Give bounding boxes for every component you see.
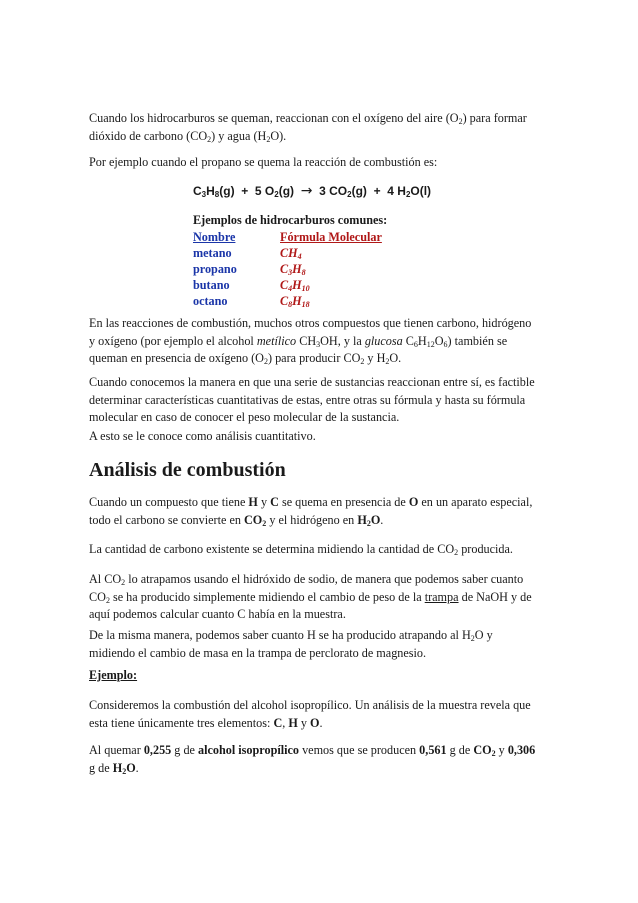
row-name: butano [193, 278, 230, 292]
hydrocarbon-table [191, 229, 384, 309]
example-label: Ejemplo: [89, 668, 138, 682]
row-formula: $C_3H_8$ [280, 262, 306, 277]
row-name: metano [193, 246, 232, 260]
combustion-equation: $C_3H_8(g) + 5$ $O_2(g) \to 3$ $CO_2(g) + 4$ $H_2O(l)$ [193, 183, 432, 199]
paragraph-isopropyl: Consideremos la combustión del alcohol isopropílico. Un análisis de la muestra revela que esta tiene únicamente tres elementos: C, H y O. [89, 698, 531, 730]
table-row [191, 245, 384, 261]
paragraph-carbon: La cantidad de carbono existente se determina midiendo la cantidad de $CO_2$ producida. [89, 542, 513, 557]
paragraph-hydrogen: De la misma manera, podemos saber cuanto H se ha producido atrapando al $H_2O$ y midiendo el cambio de masa en la trampa de perclorato de magnesio. [89, 628, 493, 660]
paragraph-intro: Cuando los hidrocarburos se queman, reaccionan con el oxígeno del aire $(O_2)$ para formar dióxido de carbono $(CO_2)$ y agua $(H_2O)$. [89, 111, 527, 144]
table-row [191, 277, 384, 293]
row-name: octano [193, 294, 228, 308]
table-header-row [191, 229, 384, 245]
row-name: propano [193, 262, 237, 276]
paragraph-analysis-name: A esto se le conoce como análisis cuantitativo. [89, 429, 316, 443]
paragraph-quantitative: Cuando conocemos la manera en que una serie de sustancias reaccionan entre sí, es factible determinar características cuantitativas de estas, entre otras su fórmula y hasta su fórmula molecular en caso de conocer el peso molecular de la sustancia. [89, 375, 535, 424]
paragraph-combustion-other: En las reacciones de combustión, muchos otros compuestos que tienen carbono, hidrógeno y oxígeno (por ejemplo el alcohol metílico $CH_3OH$, y la glucosa $C_6H_{12}O_6$) también se queman en presencia de oxígeno $(O_2)$ para producir $CO_2$ y $H_2O$. [89, 316, 532, 366]
column-header-formula: Fórmula Molecular [280, 230, 382, 244]
paragraph-masses: Al quemar 0,255 g de alcohol isopropílico vemos que se producen 0,561 g de $CO_2$ y 0,306 g de $H_2O$. [89, 743, 536, 776]
paragraph-apparatus: Cuando un compuesto que tiene H y C se quema en presencia de O en un aparato especial, todo el carbono se convierte en $CO_2$ y el hidrógeno en $H_2O$. [89, 495, 533, 528]
row-formula: $CH_4$ [280, 246, 302, 261]
paragraph-naoh: Al $CO_2$ lo atrapamos usando el hidróxido de sodio, de manera que podemos saber cuanto $CO_2$ se ha producido simplemente midiendo el cambio de peso de la trampa de NaOH y de aquí podemos calcular cuanto C había en la muestra. [89, 572, 532, 621]
row-formula: $C_4H_{10}$ [280, 278, 310, 293]
paragraph-example: Por ejemplo cuando el propano se quema la reacción de combustión es: [89, 155, 438, 169]
row-formula: $C_8H_{18}$ [280, 294, 310, 309]
table-row [191, 293, 384, 309]
section-heading: Análisis de combustión [89, 459, 286, 481]
column-header-name: Nombre [193, 230, 236, 244]
table-title: Ejemplos de hidrocarburos comunes: [193, 213, 388, 227]
table-row [191, 261, 384, 277]
